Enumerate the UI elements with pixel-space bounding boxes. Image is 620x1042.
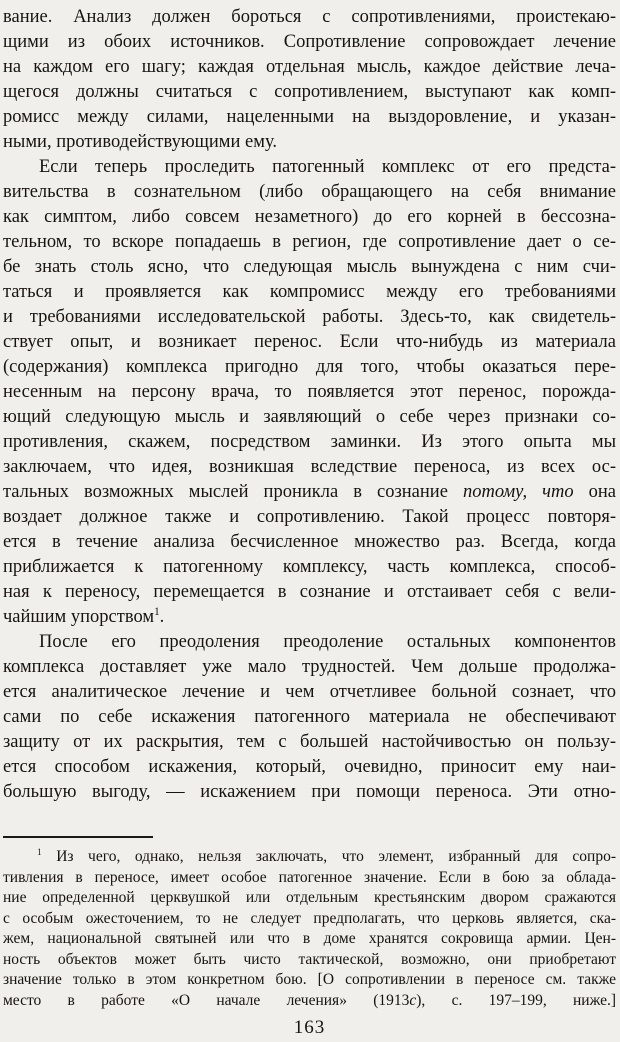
text-line: место в работе «О начале лечения» (1913c), с. 197–199, ниже.] [3, 991, 616, 1009]
text-line: ность объектов может быть чисто тактической, возможно, они приобретают [3, 950, 616, 968]
text-line: комплекса доставляет уже мало трудностей. Чем дольше продолжа- [3, 657, 616, 677]
text-line: заключаем, что идея, возникшая вследствие переноса, из всех ос- [3, 457, 616, 477]
text-line: и требованиями исследовательской работы. Здесь-то, как свидетель- [3, 307, 616, 327]
text-line: несенным на персону врача, то появляется этот перенос, порожда- [3, 382, 616, 402]
text-line: сами по себе искажения патогенного материала не обеспечивают [3, 707, 616, 727]
text-line: на каждом его шагу; каждая отдельная мысль, каждое действие леча- [3, 57, 616, 77]
footnote-reference-mark: 1 [37, 847, 42, 858]
text-line: ется способом искажения, который, очевидно, приносит ему наи- [3, 757, 616, 777]
footnote-divider [3, 836, 153, 838]
text-line: приближается к патогенному комплексу, часть комплекса, способ- [3, 557, 616, 577]
text-line: значение только в этом конкретном бою. [О сопротивлении в переносе см. также [3, 971, 616, 988]
text-line: вание. Анализ должен бороться с сопротивлениями, проистекаю- [3, 7, 616, 27]
text-line: воздает должное также и сопротивлению. Такой процесс повторя- [3, 507, 616, 527]
page-number: 163 [293, 1017, 326, 1038]
text-line: ная к переносу, перемещается в сознание и отстаивает себя с вели- [3, 582, 616, 602]
text-line: щегося должны считаться с сопротивлением, выступают как комп- [3, 82, 616, 102]
text-line: с особым ожесточением, то не следует предполагать, что церковь является, ска- [3, 909, 616, 927]
text-line: тельном, то вскоре попадаешь в регион, где сопротивление дает о се- [3, 232, 616, 252]
footnote [3, 847, 616, 1011]
text-line: тальных возможных мыслей проникла в сознание потому, что она [3, 482, 616, 502]
text-line: ется в течение анализа бесчисленное множество раз. Всегда, когда [3, 532, 616, 552]
footnote-reference-mark: 1 [154, 605, 160, 618]
text-line: ствует опыт, и возникает перенос. Если что-нибудь из материала [3, 332, 616, 352]
text-line: щими из обоих источников. Сопротивление сопровождает лечение [3, 32, 616, 52]
text-line: $^1$ Из чего, однако, нельзя заключать, что элемент, избранный для сопро- [37, 847, 616, 865]
text-line: ние определенной церквушкой или отдельным крестьянским двором сражаются [3, 889, 616, 906]
text-line: тивления в переносе, имеет особое патогенное значение. Если в бою за облада- [3, 868, 616, 886]
text-line: ными, противодействующими ему. [3, 132, 277, 152]
text-line: Если теперь проследить патогенный комплекс от его предста- [39, 157, 616, 177]
text-line: таться и проявляется как компромисс между его требованиями [3, 282, 616, 302]
text-line: ется аналитическое лечение и чем отчетливее больной сознает, что [3, 682, 616, 702]
text-line: После его преодоления преодоление остальных компонентов [39, 632, 616, 652]
text-line: большую выгоду, — искажением при помощи переноса. Эти отно- [3, 782, 616, 802]
text-line: бе знать столь ясно, что следующая мысль вынуждена с ним счи- [3, 257, 616, 277]
text-line: противления, скажем, посредством заминки. Из этого опыта мы [3, 432, 616, 452]
text-line: (содержания) комплекса пригодно для того, чтобы оказаться пере- [3, 357, 616, 377]
text-line: как симптом, либо совсем незаметного) до его корней в бессозна- [3, 207, 616, 227]
text-line: жем, национальной святыней или что в доме хранятся сокровища армии. Цен- [3, 930, 616, 947]
text-line: защиту от их раскрытия, тем с большей настойчивостью он пользу- [3, 732, 616, 752]
text-line: чайшим упорством$^1$. [3, 605, 165, 627]
main-text [3, 5, 616, 805]
text-line: ющий следующую мысль и заявляющий о себе через признаки со- [3, 407, 616, 427]
text-line: ромисс между силами, нацеленными на выздоровление, и указан- [3, 107, 616, 127]
text-line: вительства в сознательном (либо обращающего на себя внимание [3, 182, 616, 202]
